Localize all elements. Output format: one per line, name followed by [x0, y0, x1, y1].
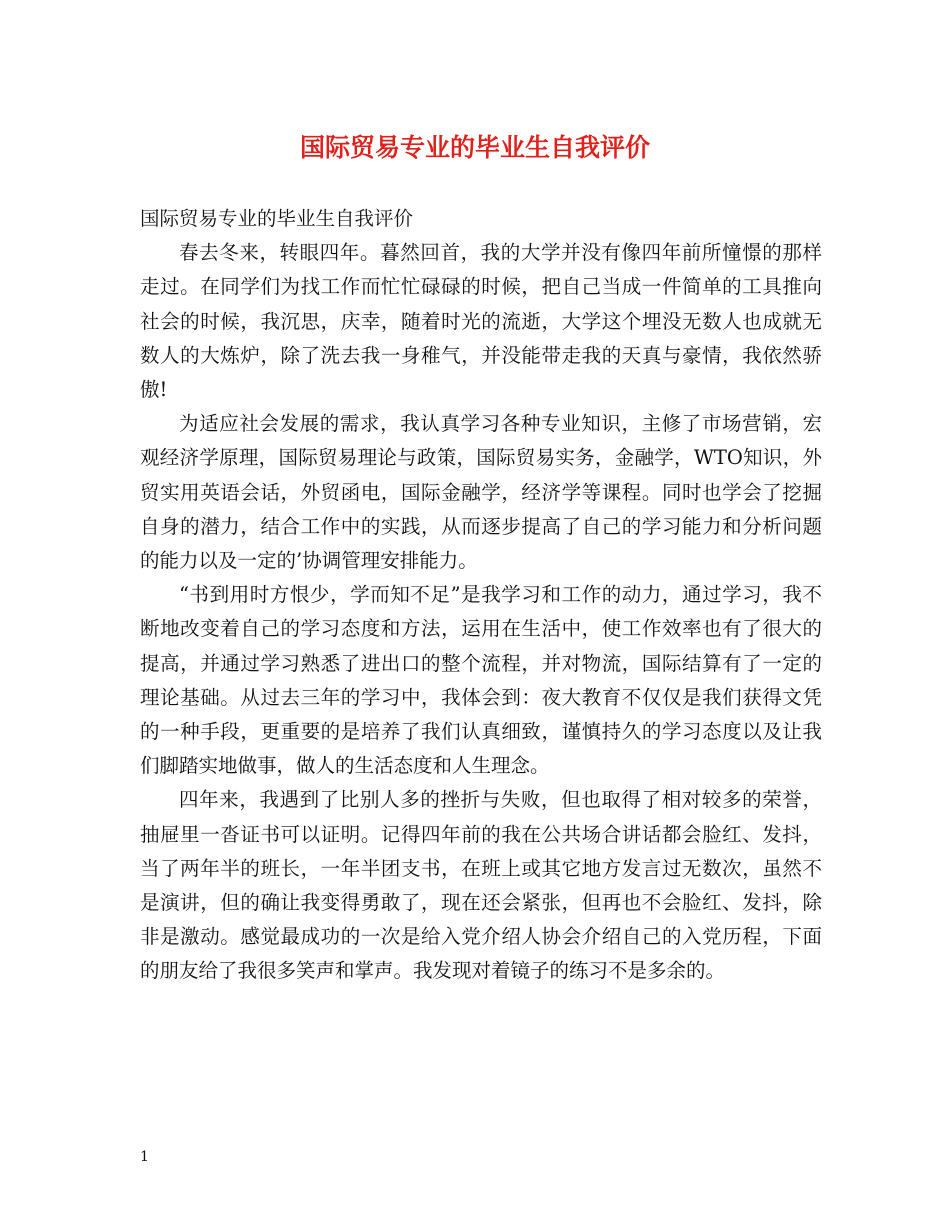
- paragraph-4: 四年来，我遇到了比别人多的挫折与失败，但也取得了相对较多的荣誉，抽屉里一沓证书可以证明。记得四年前的我在公共场合讲话都会脸红、发抖，当了两年半的班长，一年半团支书，在班上或其它地方发言过无数次，虽然不是演讲，但的确让我变得勇敢了，现在还会紧张，但再也不会脸红、发抖，除非是激动。感觉最成功的一次是给入党介绍人协会介绍自己的入党历程，下面的朋友给了我很多笑声和掌声。我发现对着镜子的练习不是多余的。: [140, 788, 822, 983]
- document-title: 国际贸易专业的毕业生自我评价: [299, 133, 650, 162]
- heading-line: 国际贸易专业的毕业生自我评价: [140, 207, 414, 230]
- paragraph-1: 春去冬来，转眼四年。暮然回首，我的大学并没有像四年前所憧憬的那样走过。在同学们为找工作而忙忙碌碌的时候，把自己当成一件简单的工具推向社会的时候，我沉思，庆幸，随着时光的流逝，大学这个埋没无数人也成就无数人的大炼炉，除了洗去我一身稚气，并没能带走我的天真与豪情，我依然骄傲!: [140, 241, 822, 402]
- paragraph-2: 为适应社会发展的需求，我认真学习各种专业知识，主修了市场营销，宏观经济学原理，国际贸易理论与政策，国际贸易实务，金融学，WTO知识，外贸实用英语会话，外贸函电，国际金融学，经济学等课程。同时也学会了挖掘自身的潜力，结合工作中的实践，从而逐步提高了自己的学习能力和分析问题的能力以及一定的’协调管理安排能力。: [140, 412, 822, 573]
- document-body: [140, 202, 822, 989]
- paragraph-3: “书到用时方恨少，学而知不足”是我学习和工作的动力，通过学习，我不断地改变着自己的学习态度和方法，运用在生活中，使工作效率也有了很大的提高，并通过学习熟悉了进出口的整个流程，并对物流，国际结算有了一定的理论基础。从过去三年的学习中，我体会到：夜大教育不仅仅是我们获得文凭的一种手段，更重要的是培养了我们认真细致，谨慎持久的学习态度以及让我们脚踏实地做事，做人的生活态度和人生理念。: [140, 583, 822, 778]
- page-number: 1: [140, 1149, 149, 1165]
